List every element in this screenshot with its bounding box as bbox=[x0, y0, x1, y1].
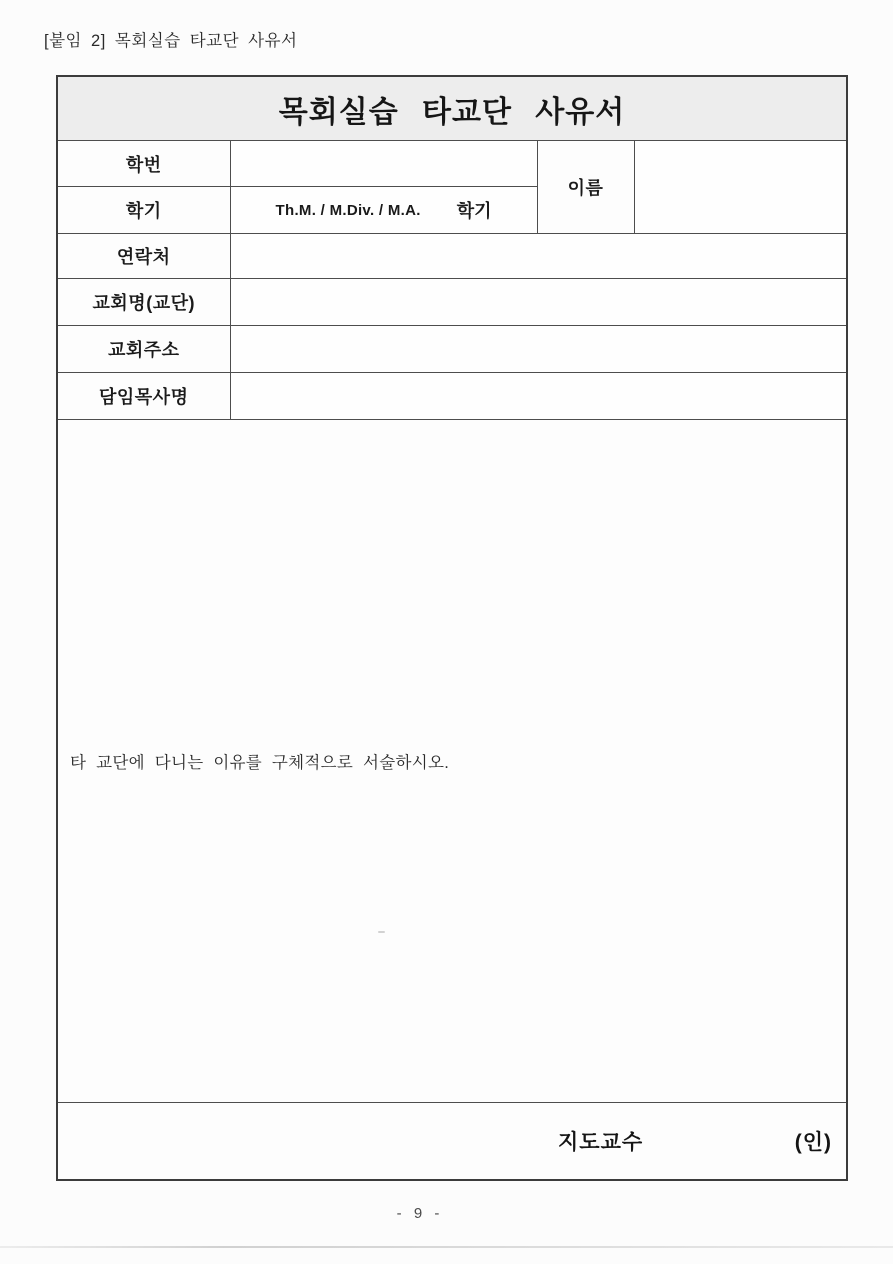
advisor-label: 지도교수 bbox=[558, 1131, 644, 1154]
name-value-cell bbox=[634, 141, 847, 234]
church-name-value-cell bbox=[230, 279, 847, 326]
semester-value-cell bbox=[230, 187, 537, 234]
form-table bbox=[56, 75, 848, 1181]
church-address-value-cell bbox=[230, 326, 847, 373]
attachment-label: [붙임 2] 목회실습 타교단 사유서 bbox=[44, 32, 298, 50]
page-number: - 9 - bbox=[396, 1205, 444, 1222]
senior-pastor-label: 담임목사명 bbox=[57, 373, 230, 420]
church-name-row bbox=[57, 279, 847, 326]
scan-edge-artifact bbox=[0, 1246, 893, 1248]
seal-placeholder: (인) bbox=[794, 1131, 833, 1154]
name-label: 이름 bbox=[537, 141, 634, 234]
title-row bbox=[57, 76, 847, 141]
scan-artifact-speck bbox=[378, 931, 385, 933]
senior-pastor-row bbox=[57, 373, 847, 420]
essay-row bbox=[57, 420, 847, 1103]
church-address-label: 교회주소 bbox=[57, 326, 230, 373]
student-id-row bbox=[57, 141, 847, 187]
essay-prompt: 타 교단에 다니는 이유를 구체적으로 서술하시오. bbox=[70, 754, 450, 772]
student-id-value-cell bbox=[230, 141, 537, 187]
signature-row bbox=[57, 1103, 847, 1181]
form-title: 목회실습 타교단 사유서 bbox=[57, 76, 847, 141]
essay-area bbox=[57, 420, 847, 1103]
semester-label: 학기 bbox=[57, 187, 230, 234]
semester-unit-label: 학기 bbox=[456, 201, 492, 221]
contact-label: 연락처 bbox=[57, 234, 230, 279]
senior-pastor-value-cell bbox=[230, 373, 847, 420]
semester-program-options: Th.M. / M.Div. / M.A. bbox=[275, 201, 421, 219]
church-name-label: 교회명(교단) bbox=[57, 279, 230, 326]
signature-cell bbox=[57, 1103, 847, 1181]
student-id-label: 학번 bbox=[57, 141, 230, 187]
church-address-row bbox=[57, 326, 847, 373]
contact-value-cell bbox=[230, 234, 847, 279]
contact-row bbox=[57, 234, 847, 279]
